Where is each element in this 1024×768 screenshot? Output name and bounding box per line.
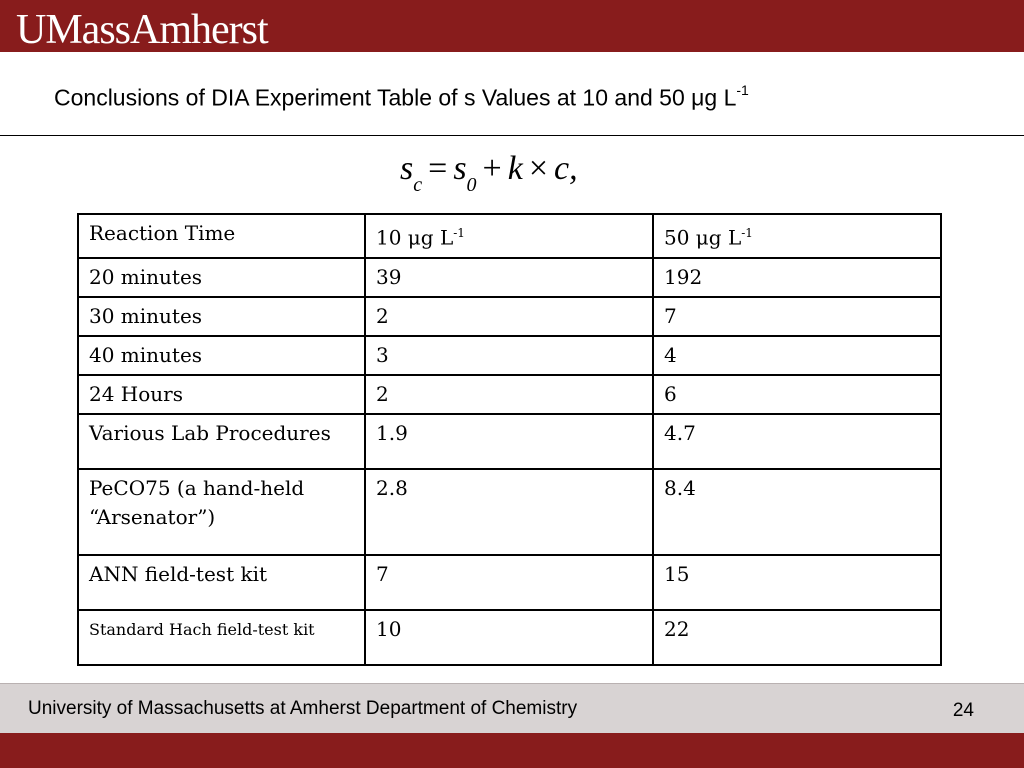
value-10: 1.9 — [365, 414, 653, 469]
value-50: 4 — [653, 336, 941, 375]
value-10: 2 — [365, 375, 653, 414]
formula-zero-sub: 0 — [466, 173, 477, 196]
table-row — [78, 297, 941, 336]
formula-times: × — [528, 150, 549, 187]
row-label: Various Lab Procedures — [78, 414, 365, 469]
footer-band — [0, 683, 1024, 734]
value-50: 192 — [653, 258, 941, 297]
header-50-ug — [653, 214, 941, 258]
formula — [400, 150, 578, 196]
row-label: 30 minutes — [78, 297, 365, 336]
header-reaction-time-label: Reaction Time — [89, 221, 236, 245]
page-number: 24 — [952, 700, 974, 721]
slide-title-text: Conclusions of DIA Experiment Table of s Values at 10 and 50 μg L — [54, 84, 737, 111]
umass-amherst-logo: UMassAmherst — [16, 7, 268, 53]
value-50: 6 — [653, 375, 941, 414]
formula-s0: s — [453, 150, 467, 187]
table-row — [78, 258, 941, 297]
row-label: Standard Hach field-test kit — [78, 610, 365, 665]
formula-c-sub: c — [413, 173, 423, 196]
s-values-table — [77, 213, 942, 666]
top-header-bar — [0, 0, 1024, 52]
row-label-line-1: PeCO75 (a hand-held — [89, 475, 305, 500]
header-50-ug-sup: -1 — [741, 226, 753, 240]
header-10-ug — [365, 214, 653, 258]
row-label — [78, 469, 365, 555]
value-10: 10 — [365, 610, 653, 665]
table-row — [78, 469, 941, 555]
table-header-row — [78, 214, 941, 258]
row-label: 40 minutes — [78, 336, 365, 375]
table-row — [78, 610, 941, 665]
value-10: 2.8 — [365, 469, 653, 555]
table-row — [78, 375, 941, 414]
formula-plus: + — [482, 150, 502, 187]
header-10-ug-sup: -1 — [453, 226, 465, 240]
value-10: 7 — [365, 555, 653, 610]
formula-c: c, — [554, 150, 578, 187]
row-label: 20 minutes — [78, 258, 365, 297]
header-50-ug-label: 50 μg L — [664, 225, 742, 250]
formula-k: k — [507, 150, 523, 187]
header-reaction-time — [78, 214, 365, 258]
row-label: 24 Hours — [78, 375, 365, 414]
footer-department-text: University of Massachusetts at Amherst Department of Chemistry — [28, 698, 578, 719]
slide-title — [54, 84, 749, 112]
value-50: 15 — [653, 555, 941, 610]
table-row — [78, 414, 941, 469]
header-10-ug-label: 10 μg L — [376, 225, 454, 250]
bottom-bar — [0, 733, 1024, 768]
row-label: ANN field-test kit — [78, 555, 365, 610]
value-50: 7 — [653, 297, 941, 336]
table-row — [78, 336, 941, 375]
value-10: 3 — [365, 336, 653, 375]
value-10: 2 — [365, 297, 653, 336]
value-50: 8.4 — [653, 469, 941, 555]
value-50: 4.7 — [653, 414, 941, 469]
formula-s: s — [400, 150, 414, 187]
row-label-line-2: “Arsenator”) — [89, 504, 216, 529]
title-divider — [0, 135, 1024, 136]
table-row — [78, 555, 941, 610]
formula-equals: = — [428, 150, 448, 187]
value-10: 39 — [365, 258, 653, 297]
slide-title-superscript: -1 — [736, 82, 749, 98]
value-50: 22 — [653, 610, 941, 665]
